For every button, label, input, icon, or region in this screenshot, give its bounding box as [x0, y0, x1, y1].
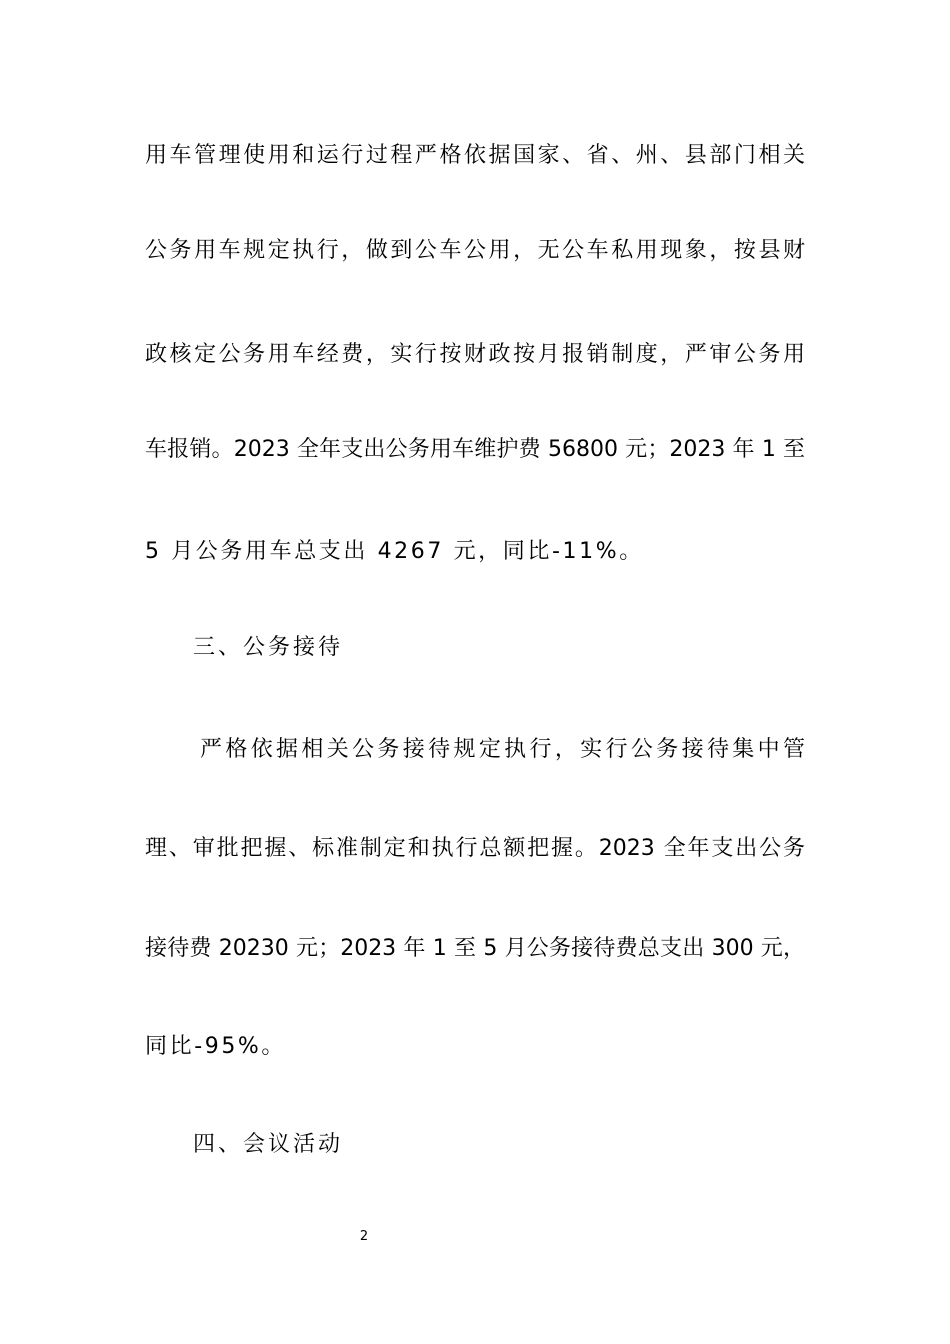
paragraph-line: 同比-95%。	[145, 1034, 287, 1059]
paragraph-line: 公务用车规定执行，做到公车公用，无公车私用现象，按县财	[145, 238, 805, 263]
paragraph-line: 接待费 20230 元；2023 年 1 至 5 月公务接待费总支出 300 元，	[145, 936, 805, 961]
paragraph-line: 理、审批把握、标准制定和执行总额把握。2023 全年支出公务	[145, 836, 805, 861]
paragraph-line: 车报销。2023 全年支出公务用车维护费 56800 元；2023 年 1 至	[145, 437, 805, 462]
section-heading: 四、会议活动	[193, 1132, 344, 1157]
paragraph-line: 用车管理使用和运行过程严格依据国家、省、州、县部门相关	[145, 143, 805, 168]
paragraph-line: 5 月公务用车总支出 4267 元，同比-11%。	[145, 539, 644, 564]
page-number: 2	[359, 1229, 369, 1244]
paragraph-line: 严格依据相关公务接待规定执行，实行公务接待集中管	[200, 737, 805, 762]
section-heading: 三、公务接待	[193, 635, 344, 660]
paragraph-line: 政核定公务用车经费，实行按财政按月报销制度，严审公务用	[145, 342, 805, 367]
